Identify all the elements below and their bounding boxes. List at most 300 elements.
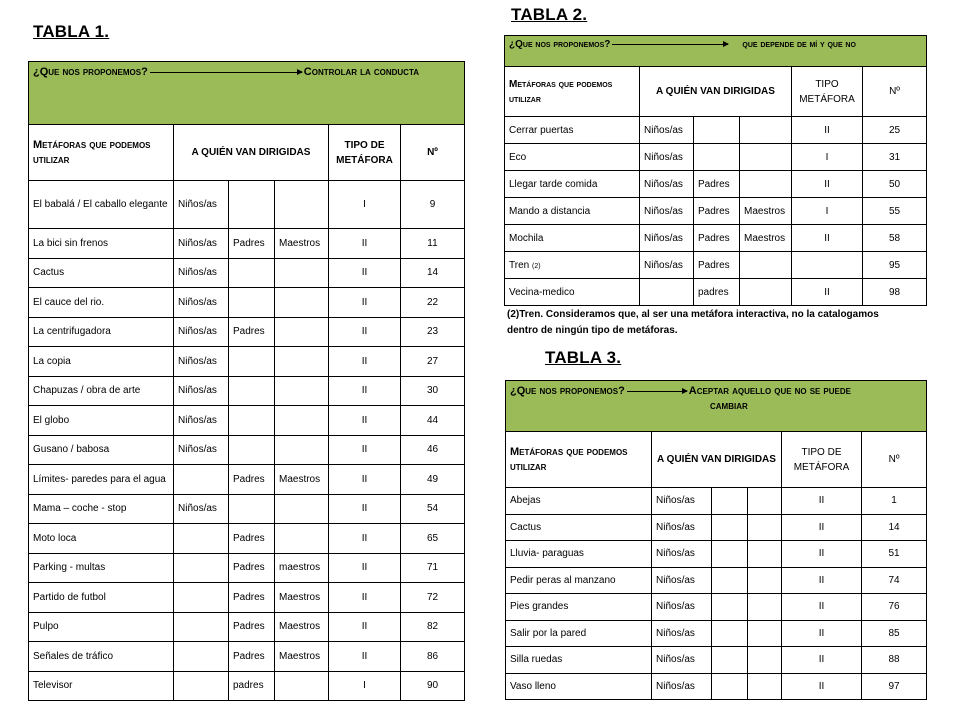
table-row	[505, 171, 927, 198]
audience-teachers-cell	[740, 171, 792, 198]
number-cell	[863, 198, 927, 225]
audience-teachers-cell	[275, 435, 329, 465]
audience-children-cell	[174, 465, 229, 495]
audience-parents-cell	[694, 279, 740, 306]
audience-children-cell	[652, 514, 712, 541]
table-row	[506, 514, 927, 541]
table1-header-who: A QUIÉN VAN DIRIGIDAS	[174, 125, 329, 181]
audience-parents-cell	[712, 594, 748, 621]
metaphor-cell-text: Moto loca	[33, 532, 77, 544]
metaphor-cell	[505, 279, 640, 306]
table1	[28, 61, 465, 701]
number-cell-text: 31	[888, 151, 901, 163]
metaphor-cell	[505, 144, 640, 171]
number-cell-text: 22	[426, 296, 439, 308]
audience-children-cell	[652, 620, 712, 647]
audience-parents-cell	[712, 567, 748, 594]
number-cell	[862, 541, 927, 568]
audience-children-cell	[640, 117, 694, 144]
table2-title: TABLA 2.	[511, 5, 588, 24]
metaphor-cell	[29, 347, 174, 377]
audience-teachers-cell	[740, 144, 792, 171]
metaphor-cell-text: Abejas	[510, 495, 541, 507]
audience-parents-cell	[694, 252, 740, 279]
audience-parents-cell	[229, 406, 275, 436]
audience-teachers-cell	[275, 494, 329, 524]
type-cell	[792, 117, 863, 144]
type-cell	[329, 229, 401, 259]
number-cell	[401, 524, 465, 554]
audience-teachers-cell	[275, 376, 329, 406]
number-cell	[863, 144, 927, 171]
audience-parents-cell	[229, 181, 275, 229]
metaphor-cell	[29, 494, 174, 524]
metaphor-cell	[506, 567, 652, 594]
metaphor-cell	[506, 647, 652, 674]
metaphor-cell	[505, 252, 640, 279]
table-row	[505, 252, 927, 279]
audience-parents-cell	[712, 541, 748, 568]
metaphor-cell-text: Señales de tráfico	[33, 650, 114, 662]
audience-children-cell-text: Niños/as	[656, 601, 695, 613]
metaphor-cell-text: Llegar tarde comida	[509, 178, 598, 190]
audience-children-cell-text: Niños/as	[656, 574, 695, 586]
number-cell	[401, 671, 465, 701]
type-cell	[792, 144, 863, 171]
audience-children-cell-text: Niños/as	[644, 232, 683, 244]
number-cell	[862, 647, 927, 674]
number-cell-text: 9	[429, 199, 436, 210]
table1-header-num: Nº	[401, 125, 465, 181]
audience-parents-cell	[229, 494, 275, 524]
table3-goal-question: ¿Que nos proponemos?	[510, 385, 625, 397]
metaphor-cell	[29, 288, 174, 318]
audience-children-cell	[174, 347, 229, 377]
number-cell	[401, 583, 465, 613]
type-cell	[329, 583, 401, 613]
audience-parents-cell	[712, 488, 748, 515]
metaphor-cell-text: Chapuzas / obra de arte	[33, 385, 141, 397]
audience-children-cell	[652, 647, 712, 674]
audience-children-cell	[174, 376, 229, 406]
metaphor-cell	[29, 612, 174, 642]
type-cell-text: II	[361, 267, 368, 279]
type-cell-text: II	[361, 326, 368, 338]
number-cell	[401, 288, 465, 318]
metaphor-cell-text: La copia	[33, 355, 71, 367]
type-cell-text: II	[361, 503, 368, 515]
metaphor-cell-text: Vecina-medico	[509, 286, 575, 298]
metaphor-cell	[29, 258, 174, 288]
audience-teachers-cell-text: Maestros	[279, 650, 321, 662]
metaphor-cell-text: El globo	[33, 414, 70, 426]
audience-parents-cell	[229, 347, 275, 377]
number-cell-text: 65	[426, 532, 439, 544]
number-cell-text: 55	[888, 205, 901, 217]
audience-children-cell	[174, 494, 229, 524]
type-cell-text: II	[824, 124, 830, 136]
audience-teachers-cell	[275, 612, 329, 642]
type-cell	[792, 252, 863, 279]
number-cell-text: 74	[888, 574, 900, 586]
audience-children-cell-text: Niños/as	[656, 654, 695, 666]
type-cell	[329, 376, 401, 406]
audience-teachers-cell	[748, 567, 782, 594]
audience-parents-cell	[712, 514, 748, 541]
audience-teachers-cell-text: maestros	[279, 562, 321, 574]
table3-header-num: Nº	[862, 432, 927, 488]
audience-parents-cell	[712, 647, 748, 674]
audience-teachers-cell	[275, 553, 329, 583]
metaphor-cell-text: Mama – coche - stop	[33, 503, 127, 515]
audience-children-cell-text: Niños/as	[178, 199, 217, 210]
audience-parents-cell	[229, 288, 275, 318]
type-cell	[329, 524, 401, 554]
table2-goal-row	[505, 36, 927, 67]
type-cell-text: II	[361, 385, 368, 397]
type-cell-text: II	[361, 591, 368, 603]
metaphor-cell	[29, 642, 174, 672]
audience-children-cell	[640, 225, 694, 252]
table2-header-num: Nº	[863, 67, 927, 117]
table-row	[506, 594, 927, 621]
metaphor-cell	[506, 673, 652, 700]
table1-header-metaphors: Metáforas que podemos utilizar	[29, 125, 174, 181]
audience-children-cell-text: Niños/as	[178, 237, 217, 249]
metaphor-cell	[505, 117, 640, 144]
metaphor-cell	[29, 229, 174, 259]
table-row	[506, 647, 927, 674]
audience-teachers-cell	[275, 406, 329, 436]
audience-parents-cell-text: Padres	[233, 532, 265, 544]
audience-parents-cell	[694, 198, 740, 225]
metaphor-cell-text: El cauce del rio.	[33, 296, 105, 308]
audience-children-cell-text: Niños/as	[178, 414, 217, 426]
table1-goal-question: ¿Que nos proponemos?	[33, 66, 148, 78]
type-cell	[329, 671, 401, 701]
type-cell	[329, 347, 401, 377]
audience-children-cell-text: Niños/as	[178, 355, 217, 367]
audience-children-cell	[174, 612, 229, 642]
audience-parents-cell	[229, 376, 275, 406]
audience-teachers-cell	[740, 198, 792, 225]
audience-parents-cell	[694, 117, 740, 144]
number-cell-text: 49	[426, 473, 439, 485]
number-cell	[401, 465, 465, 495]
audience-children-cell-text: Niños/as	[656, 680, 695, 692]
audience-children-cell-text: Niños/as	[644, 151, 683, 163]
number-cell-text: 27	[426, 355, 439, 367]
metaphor-cell-text: Cerrar puertas	[509, 124, 574, 136]
audience-children-cell	[174, 553, 229, 583]
number-cell	[862, 673, 927, 700]
type-cell	[329, 553, 401, 583]
audience-children-cell	[174, 435, 229, 465]
number-cell-text: 50	[888, 178, 901, 190]
audience-children-cell	[640, 279, 694, 306]
number-cell-text: 30	[426, 385, 439, 397]
audience-children-cell-text: Niños/as	[178, 385, 217, 397]
table2-goal-answer: que depende de mí y que no	[742, 39, 856, 50]
audience-parents-cell	[229, 612, 275, 642]
audience-children-cell-text: Niños/as	[644, 259, 683, 271]
table-row	[29, 524, 465, 554]
table-row	[29, 612, 465, 642]
audience-parents-cell-text: Padres	[233, 621, 265, 633]
type-cell	[329, 317, 401, 347]
table2-body	[505, 117, 927, 306]
audience-teachers-cell	[275, 317, 329, 347]
metaphor-cell	[29, 465, 174, 495]
audience-parents-cell	[229, 229, 275, 259]
metaphor-cell-text: Lluvia- paraguas	[510, 548, 584, 560]
audience-parents-cell	[229, 258, 275, 288]
metaphor-cell-text: Cactus	[33, 267, 65, 279]
audience-parents-cell	[712, 673, 748, 700]
type-cell	[329, 494, 401, 524]
metaphor-cell-text: Parking - multas	[33, 562, 106, 574]
metaphor-cell-text: Gusano / babosa	[33, 444, 110, 456]
table3	[505, 380, 927, 700]
audience-parents-cell-text: Padres	[233, 650, 265, 662]
audience-children-cell	[640, 252, 694, 279]
audience-teachers-cell-text: Maestros	[279, 473, 321, 485]
table-row	[29, 494, 465, 524]
type-cell-text: II	[818, 680, 825, 692]
table2-goal-question: ¿Que nos proponemos?	[509, 39, 611, 50]
table2-goal-cell	[505, 36, 927, 67]
metaphor-cell	[29, 376, 174, 406]
number-cell-text: 95	[888, 259, 901, 271]
table2-header-type: TIPO METÁFORA	[792, 67, 863, 117]
type-cell	[329, 258, 401, 288]
number-cell-text: 25	[888, 124, 901, 136]
audience-children-cell-text: Niños/as	[178, 267, 217, 279]
audience-children-cell	[174, 406, 229, 436]
number-cell	[401, 553, 465, 583]
metaphor-cell	[29, 524, 174, 554]
table-row	[29, 406, 465, 436]
table3-header-metaphors: Metáforas que podemos utilizar	[506, 432, 652, 488]
audience-children-cell	[652, 673, 712, 700]
audience-children-cell-text: Niños/as	[178, 296, 217, 308]
audience-parents-cell	[229, 671, 275, 701]
type-cell-text: II	[361, 650, 368, 662]
audience-teachers-cell	[748, 594, 782, 621]
number-cell-text: 76	[888, 601, 900, 613]
type-cell-text: I	[825, 205, 829, 217]
type-cell-text: II	[824, 286, 830, 298]
metaphor-cell-text: Pedir peras al manzano	[510, 574, 616, 586]
audience-parents-cell	[229, 465, 275, 495]
number-cell-text: 14	[426, 267, 439, 279]
audience-teachers-cell	[740, 252, 792, 279]
metaphor-cell	[506, 488, 652, 515]
table2-header-row	[505, 67, 927, 117]
audience-teachers-cell	[275, 347, 329, 377]
type-cell	[782, 673, 862, 700]
table3-goal-cell	[506, 381, 927, 432]
type-cell	[792, 225, 863, 252]
table3-header-row	[506, 432, 927, 488]
type-cell-text: II	[818, 521, 825, 533]
type-cell-text: II	[824, 178, 830, 190]
metaphor-cell-text: Límites- paredes para el agua	[33, 473, 166, 485]
audience-children-cell	[640, 198, 694, 225]
metaphor-cell	[29, 671, 174, 701]
metaphor-cell-text: Eco	[509, 151, 527, 163]
metaphor-cell	[29, 583, 174, 613]
type-cell	[329, 181, 401, 229]
number-cell-text: 90	[426, 680, 439, 692]
audience-parents-cell-text: Padres	[233, 326, 265, 338]
number-cell	[401, 612, 465, 642]
metaphor-cell-text: Cactus	[510, 521, 542, 533]
audience-teachers-cell	[275, 181, 329, 229]
audience-children-cell-text: Niños/as	[644, 124, 683, 136]
table-row	[29, 376, 465, 406]
number-cell	[401, 494, 465, 524]
metaphor-cell-text: Partido de futbol	[33, 591, 106, 603]
audience-children-cell-text: Niños/as	[644, 205, 683, 217]
number-cell	[401, 347, 465, 377]
table-row	[506, 488, 927, 515]
type-cell-text: II	[818, 601, 825, 613]
table-row	[505, 144, 927, 171]
audience-children-cell-text: Niños/as	[178, 503, 217, 515]
audience-parents-cell-text: Padres	[698, 259, 730, 271]
number-cell	[401, 181, 465, 229]
table-row	[29, 642, 465, 672]
audience-parents-cell	[229, 524, 275, 554]
metaphor-cell	[506, 514, 652, 541]
table-row	[29, 258, 465, 288]
table3-goal-answer-line2: cambiar	[710, 400, 748, 412]
number-cell-text: 54	[426, 503, 439, 515]
table2-header-who: A QUIÉN VAN DIRIGIDAS	[640, 67, 792, 117]
metaphor-cell	[29, 435, 174, 465]
metaphor-cell-text: Televisor	[33, 680, 73, 692]
audience-parents-cell	[694, 171, 740, 198]
metaphor-cell	[29, 181, 174, 229]
audience-parents-cell	[694, 225, 740, 252]
number-cell	[863, 279, 927, 306]
table1-goal-answer: Controlar la conducta	[303, 66, 420, 78]
number-cell	[863, 171, 927, 198]
audience-parents-cell-text: Padres	[698, 178, 730, 190]
audience-children-cell	[174, 524, 229, 554]
footnote-ref: (2)	[531, 262, 541, 270]
audience-children-cell	[652, 541, 712, 568]
number-cell	[862, 567, 927, 594]
table-row	[506, 620, 927, 647]
metaphor-cell-text: Salir por la pared	[510, 627, 587, 639]
table2	[504, 35, 927, 306]
table3-header-who: A QUIÉN VAN DIRIGIDAS	[652, 432, 782, 488]
table2-footnote: (2)Tren. Consideramos que, al ser una metáfora interactiva, no la catalogamos dentro de ningún tipo de metáforas.	[507, 309, 879, 336]
type-cell	[329, 612, 401, 642]
number-cell-text: 98	[888, 286, 901, 298]
table3-goal-row	[506, 381, 927, 432]
table-row	[29, 288, 465, 318]
type-cell-text: I	[825, 151, 829, 163]
number-cell	[401, 376, 465, 406]
audience-children-cell	[174, 181, 229, 229]
audience-teachers-cell	[748, 488, 782, 515]
audience-children-cell-text: Niños/as	[656, 548, 695, 560]
table1-body	[29, 181, 465, 701]
audience-children-cell-text: Niños/as	[178, 326, 217, 338]
audience-children-cell	[174, 583, 229, 613]
table-row	[29, 671, 465, 701]
number-cell-text: 51	[888, 548, 900, 560]
audience-parents-cell	[229, 583, 275, 613]
number-cell	[862, 620, 927, 647]
table-row	[505, 117, 927, 144]
metaphor-cell-text: Vaso lleno	[510, 680, 556, 692]
audience-children-cell-text: Niños/as	[656, 627, 695, 639]
audience-teachers-cell	[748, 541, 782, 568]
audience-children-cell	[174, 229, 229, 259]
number-cell	[862, 514, 927, 541]
table3-goal-answer-line1: Aceptar aquello que no se puede	[688, 385, 851, 397]
audience-children-cell	[640, 171, 694, 198]
type-cell-text: II	[818, 495, 825, 507]
type-cell	[782, 647, 862, 674]
table3-header-type: TIPO DE METÁFORA	[782, 432, 862, 488]
audience-teachers-cell-text: Maestros	[279, 621, 321, 633]
arrow-right-icon	[612, 44, 728, 45]
audience-parents-cell-text: Padres	[698, 232, 730, 244]
table2-header-metaphors: Metáforas que podemos utilizar	[505, 67, 640, 117]
number-cell-text: 11	[427, 237, 438, 249]
type-cell-text: II	[818, 627, 825, 639]
metaphor-cell	[506, 620, 652, 647]
audience-parents-cell	[229, 553, 275, 583]
number-cell-text: 71	[426, 562, 439, 574]
arrow-right-icon	[627, 391, 687, 392]
type-cell-text: II	[361, 237, 368, 249]
audience-teachers-cell	[275, 465, 329, 495]
audience-teachers-cell	[275, 288, 329, 318]
audience-parents-cell	[229, 317, 275, 347]
audience-parents-cell-text: padres	[233, 680, 264, 692]
audience-children-cell	[174, 288, 229, 318]
type-cell-text: II	[818, 654, 825, 666]
type-cell	[782, 594, 862, 621]
table3-body	[506, 488, 927, 700]
metaphor-cell	[505, 225, 640, 252]
audience-children-cell	[174, 317, 229, 347]
metaphor-cell	[29, 553, 174, 583]
audience-children-cell	[640, 144, 694, 171]
type-cell	[782, 620, 862, 647]
type-cell	[329, 288, 401, 318]
type-cell-text: II	[361, 414, 368, 426]
audience-parents-cell	[694, 144, 740, 171]
arrow-right-icon	[150, 72, 302, 73]
audience-teachers-cell	[748, 514, 782, 541]
number-cell	[401, 642, 465, 672]
metaphor-cell	[505, 171, 640, 198]
type-cell	[792, 279, 863, 306]
table-row	[506, 673, 927, 700]
number-cell-text: 82	[426, 621, 439, 633]
number-cell	[862, 488, 927, 515]
audience-teachers-cell	[275, 524, 329, 554]
audience-children-cell-text: Niños/as	[656, 521, 695, 533]
type-cell-text: I	[363, 680, 366, 692]
